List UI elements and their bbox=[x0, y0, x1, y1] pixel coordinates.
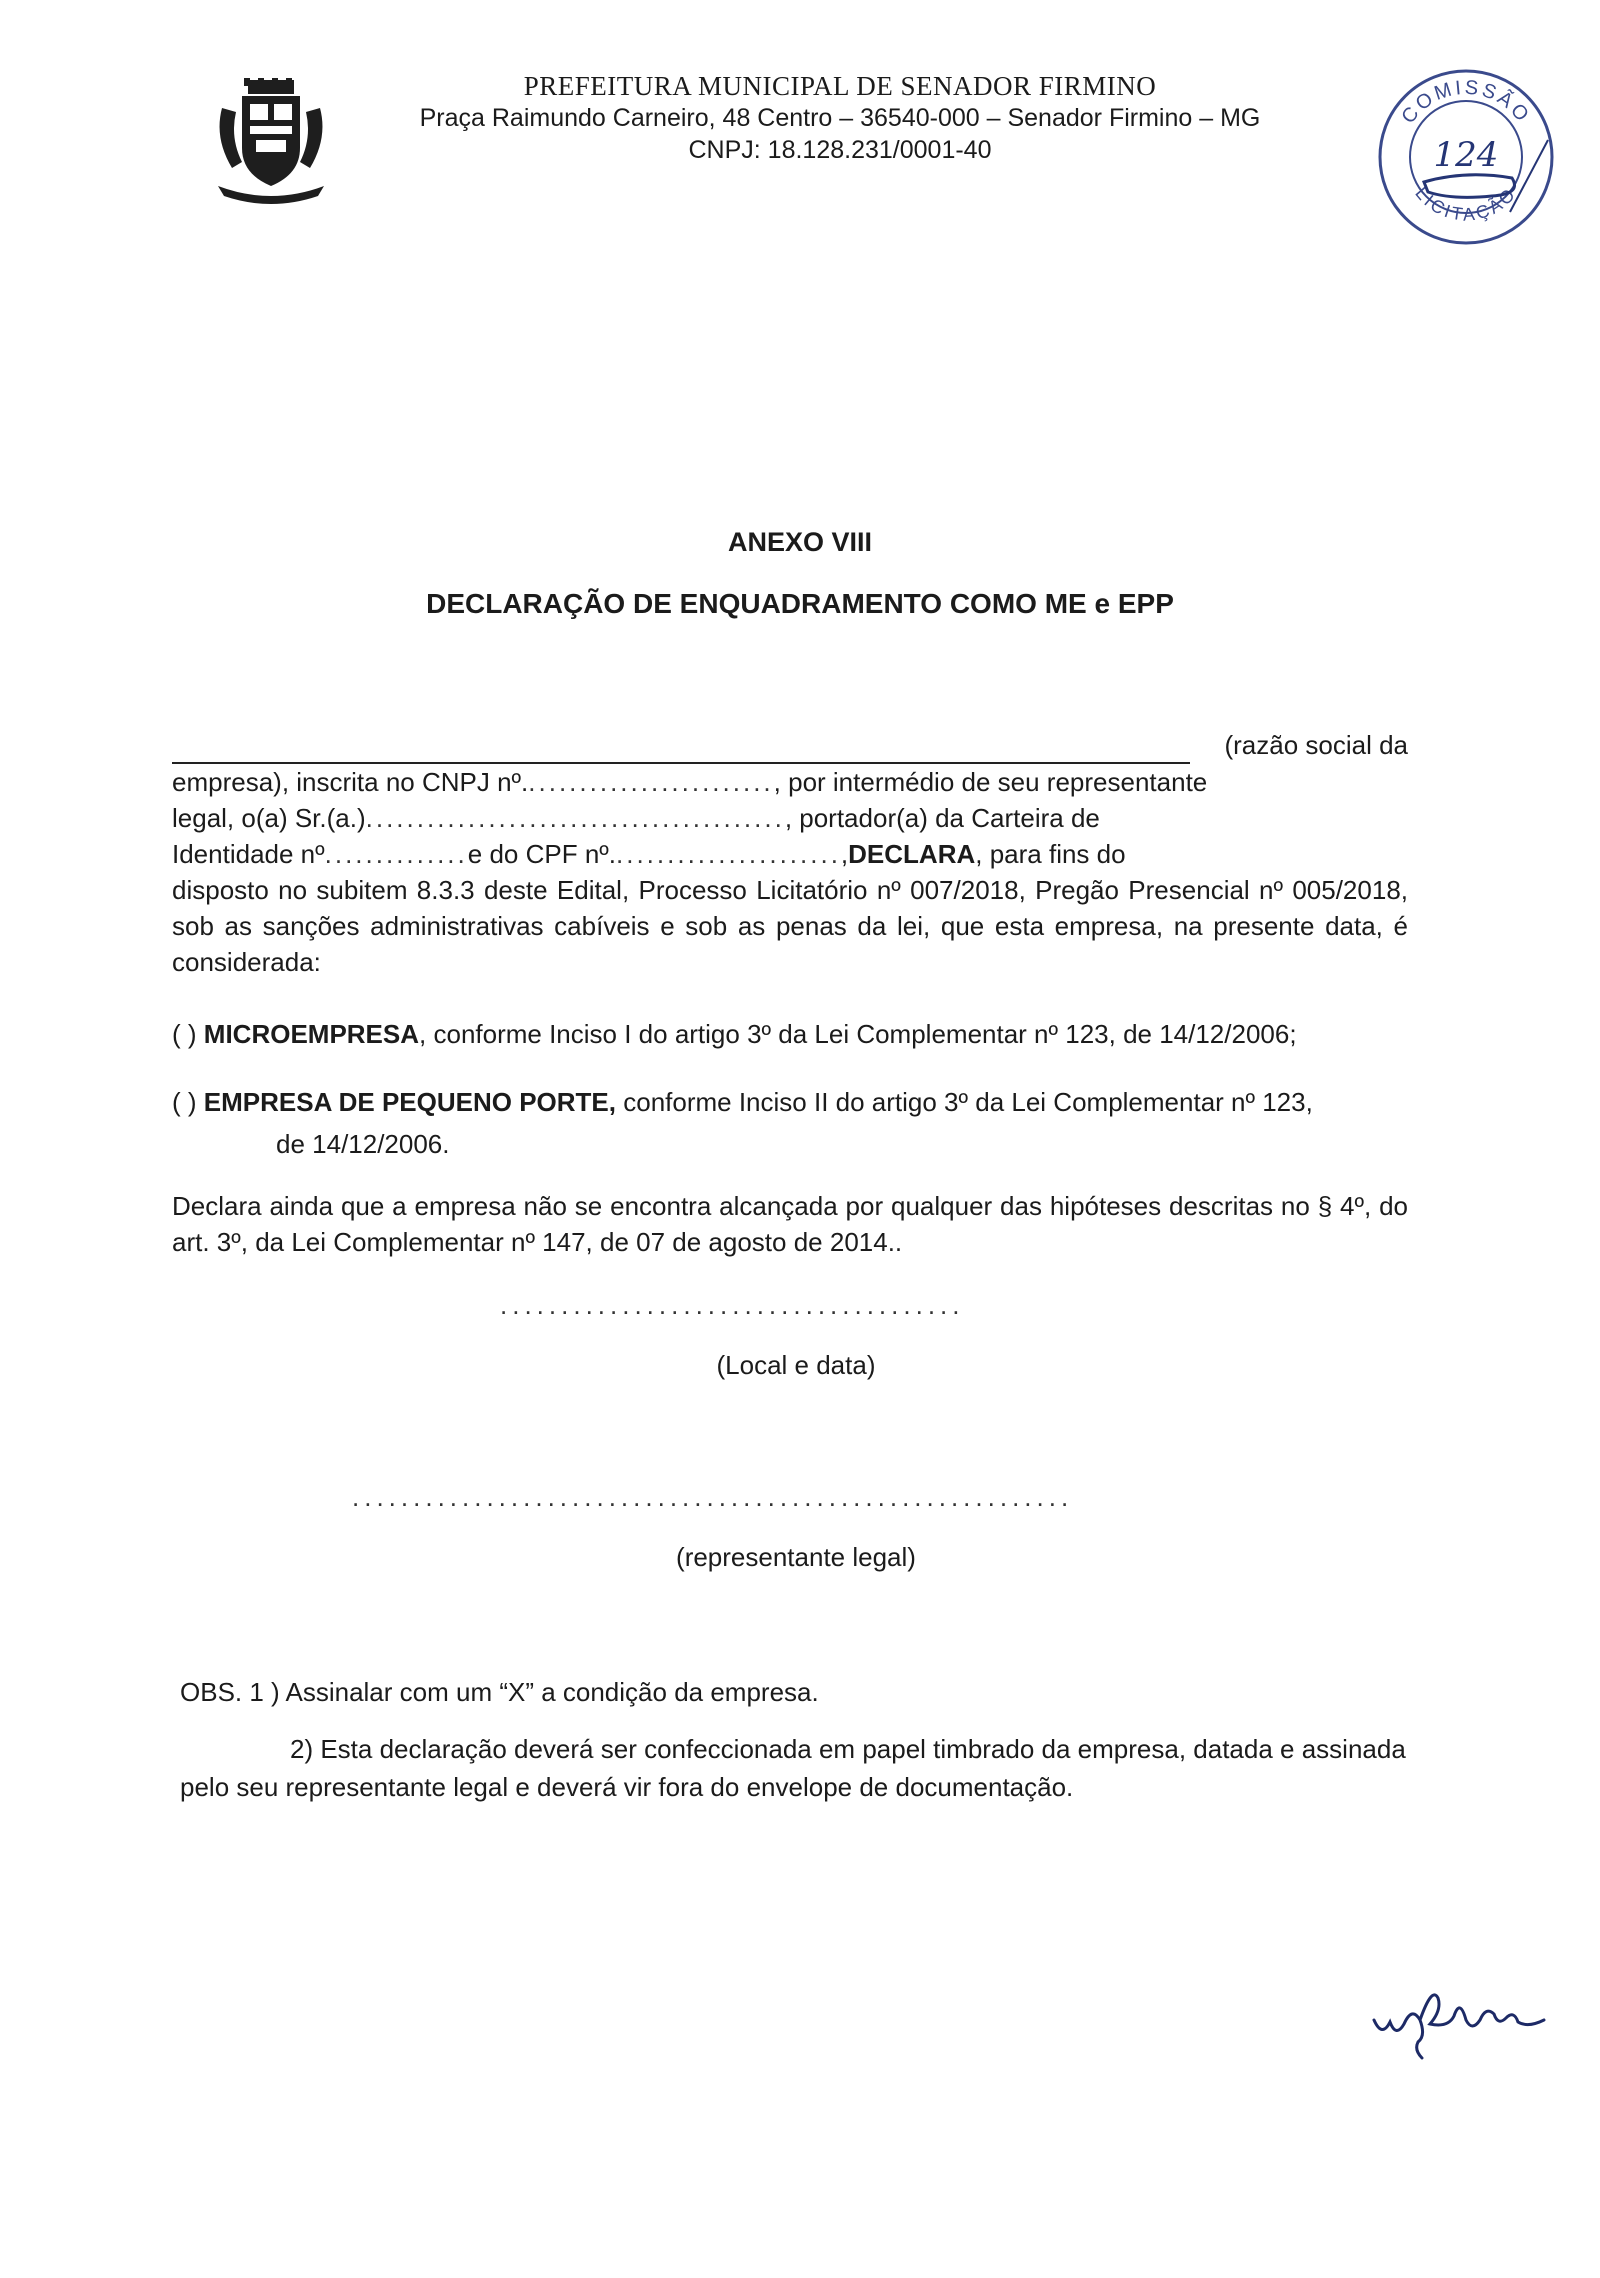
declaration-title: DECLARAÇÃO DE ENQUADRAMENTO COMO ME e EPP bbox=[426, 588, 1174, 619]
stamp-handwritten-number: 124 bbox=[1433, 135, 1499, 175]
declara-keyword: DECLARA bbox=[848, 839, 976, 869]
commission-stamp bbox=[1372, 62, 1560, 252]
institution-cnpj: CNPJ: 18.128.231/0001-40 bbox=[688, 136, 992, 164]
paragraph-line-cnpj: empresa), inscrita no CNPJ nº. ........................ , por intermédio de seu representante bbox=[172, 764, 1408, 800]
stamp-bottom-text: LICITAÇÃO bbox=[1411, 182, 1521, 225]
option-epp-continuation: de 14/12/2006. bbox=[276, 1129, 450, 1159]
local-date-label: (Local e data) bbox=[716, 1350, 876, 1380]
cpf-blank-field[interactable]: ...................... bbox=[616, 839, 841, 869]
stamp-top-text: COMISSÃO bbox=[1397, 76, 1535, 128]
declaration-paragraph bbox=[172, 764, 1408, 980]
institution-address: Praça Raimundo Carneiro, 48 Centro – 36540-000 – Senador Firmino – MG bbox=[419, 104, 1261, 132]
identity-blank-field[interactable]: .............. bbox=[324, 839, 468, 869]
coat-of-arms-icon bbox=[212, 78, 330, 206]
razao-social-label: (razão social da bbox=[1224, 730, 1408, 760]
annex-title: ANEXO VIII bbox=[727, 527, 873, 557]
microempresa-checkbox[interactable]: ( ) bbox=[172, 1019, 197, 1049]
observation-2: 2) Esta declaração deverá ser confeccionada em papel timbrado da empresa, datada e assinada pelo seu representante legal e deverá vir fora do envelope de documentação. bbox=[180, 1734, 1406, 1802]
paragraph-line-identity: Identidade nº .............. e do CPF nº. ...................... , DECLARA , para fins do bbox=[172, 836, 1408, 872]
local-date-blank-field[interactable]: ...................................... bbox=[500, 1290, 965, 1320]
option-microempresa: ( ) MICROEMPRESA, conforme Inciso I do artigo 3º da Lei Complementar nº 123, de 14/12/2006; bbox=[172, 1019, 1297, 1049]
option-epp: ( ) EMPRESA DE PEQUENO PORTE, conforme Inciso II do artigo 3º da Lei Complementar nº 123, bbox=[172, 1087, 1313, 1117]
institution-name: PREFEITURA MUNICIPAL DE SENADOR FIRMINO bbox=[523, 71, 1157, 101]
observation-1: OBS. 1 ) Assinalar com um “X” a condição da empresa. bbox=[180, 1677, 819, 1707]
additional-declaration: Declara ainda que a empresa não se encontra alcançada por qualquer das hipóteses descritas no § 4º, do art. 3º, da Lei Complementar nº 147, de 07 de agosto de 2014.. bbox=[172, 1191, 1408, 1257]
stamp-stroke bbox=[1510, 140, 1548, 212]
handwritten-initials-icon bbox=[1368, 1980, 1558, 2070]
paragraph-body: disposto no subitem 8.3.3 deste Edital, Processo Licitatório nº 007/2018, Pregão Presencial nº 005/2018, sob as sanções administrativas cabíveis e sob as penas da lei, que esta empresa, na presente data, é considerada: bbox=[172, 875, 1408, 977]
representative-blank-field[interactable]: ......................................... bbox=[365, 803, 785, 833]
paragraph-line-representative: legal, o(a) Sr.(a.) ......................................... , portador(a) da Carteira de bbox=[172, 800, 1408, 836]
representative-signature-line[interactable]: ........................................................... bbox=[352, 1482, 1074, 1512]
cnpj-blank-field[interactable]: ........................ bbox=[528, 767, 774, 797]
representative-label: (representante legal) bbox=[676, 1542, 916, 1572]
letterhead bbox=[360, 70, 1320, 166]
epp-checkbox[interactable]: ( ) bbox=[172, 1087, 197, 1117]
stamp-signature-scribble bbox=[1424, 175, 1515, 198]
